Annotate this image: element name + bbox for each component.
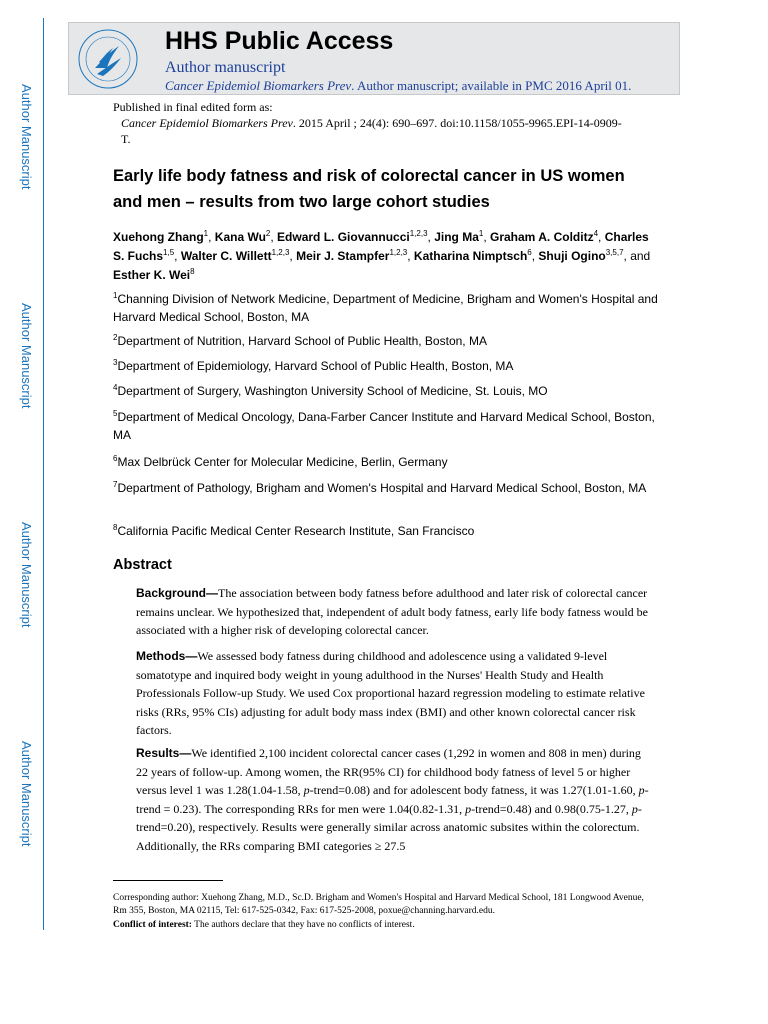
published-info (113, 99, 653, 147)
results-text: -trend=0.20), respectively. Results were generally similar across anatomic subsites within the colorectum. Additionally, the RRs comparing BMI categories ≥ 27.5 (136, 801, 642, 853)
side-label-author-manuscript: Author Manuscript (19, 741, 34, 847)
abstract-heading: Abstract (113, 557, 172, 573)
affiliation (113, 382, 658, 400)
results-text: -trend=0.48) and 0.98(0.75-1.27, (471, 801, 632, 816)
author-sup: 1 (203, 229, 209, 238)
author-sup: 1 (478, 229, 484, 238)
author-name: Katharina Nimptsch (413, 249, 528, 263)
author-sup: 1,5 (163, 248, 175, 257)
author-name: Xuehong Zhang (113, 230, 204, 244)
published-journal: Cancer Epidemiol Biomarkers Prev (121, 116, 293, 130)
affiliation-text: Department of Nutrition, Harvard School of Public Health, Boston, MA (117, 334, 487, 348)
affiliation-text: California Pacific Medical Center Research Institute, San Francisco (117, 524, 475, 538)
abstract-results (136, 744, 651, 855)
results-text: -trend=0.08) and for adolescent body fatness, it was 1.27(1.01-1.60, (309, 783, 639, 797)
affiliation-text: Channing Division of Network Medicine, Department of Medicine, Brigham and Women's Hospital and Harvard Medical School, Boston, MA (113, 292, 658, 324)
published-label: Published in final edited form as: (113, 100, 273, 114)
affiliation (113, 357, 658, 375)
side-label-author-manuscript: Author Manuscript (19, 522, 34, 628)
affiliation (113, 332, 658, 350)
results-text: We identified 2,100 incident colorectal cancer cases (1,292 in women and 808 in men) during 22 years of follow-up. Among women, the RR(95% CI) for childhood body fatness of level 5 or higher versus level 1 was 1.28(1.04-1.58, (136, 746, 641, 797)
affiliation-sup: 5 (113, 409, 118, 418)
author-sup: 2 (265, 229, 271, 238)
p-symbol: p (303, 783, 310, 797)
p-symbol: p (465, 801, 472, 816)
abstract-background (136, 584, 651, 640)
conflict-label: Conflict of interest: (113, 920, 192, 930)
affiliation-sup: 8 (113, 523, 118, 532)
header-title: HHS Public Access (165, 27, 394, 55)
citation-text[interactable]: . 2015 April ; 24(4): 690–697. doi:10.1158/1055-9965.EPI-14-0909- (292, 116, 622, 130)
corresponding-author-note: Corresponding author: Xuehong Zhang, M.D., Sc.D. Brigham and Women's Hospital and Harvard Medical School, 181 Longwood Avenue, Rm 355, Boston, MA 02115, Tel: 617-525-0342, Fax: 617-525-2008, poxue@channing.harvard.edu. (113, 893, 644, 916)
affiliation-sup: 6 (113, 454, 118, 463)
footnote-rule (113, 880, 223, 881)
author-name: Shuji Ogino (538, 249, 606, 263)
conflict-of-interest-note (113, 919, 658, 932)
p-symbol: p (631, 801, 638, 816)
header-availability-text: . Author manuscript; available in PMC 2016 April 01. (351, 78, 632, 93)
author-name: Kana Wu (214, 230, 266, 244)
author-sup: 1,2,3 (409, 229, 428, 238)
paper-title: Early life body fatness and risk of colorectal cancer in US women and men – results from two large cohort studies (113, 167, 625, 211)
header-availability (165, 78, 631, 94)
author-sup: 8 (190, 267, 195, 276)
results-text: -trend = 0.23). The corresponding RRs for men were 1.04(0.82-1.31, (136, 783, 649, 816)
side-rule (43, 18, 44, 930)
author-sup: 3,5,7 (605, 248, 624, 257)
author-name: Graham A. Colditz (490, 230, 594, 244)
published-citation-cont: T. (121, 132, 131, 146)
affiliation (113, 290, 658, 326)
affiliation-sup: 1 (113, 291, 118, 300)
affiliation-sup: 3 (113, 358, 118, 367)
conflict-text: The authors declare that they have no conflicts of interest. (191, 920, 415, 930)
author-sup: 1,2,3 (389, 248, 408, 257)
affiliation-sup: 7 (113, 480, 118, 489)
author-name: Esther K. Wei (113, 268, 191, 282)
methods-label: Methods— (136, 649, 198, 663)
authors-and: and (630, 249, 651, 263)
side-label-author-manuscript: Author Manuscript (19, 303, 34, 409)
methods-text: We assessed body fatness during childhood and adolescence using a validated 9-level somatotype and inquired body weight in young adulthood in the Nurses' Health Study and Health Professionals Follow-up Study. We used Cox proportional hazard regression modeling to estimate relative risks (RRs, 95% CIs) adjusting for adult body mass index (BMI) and other known colorectal cancer risk factors. (136, 649, 645, 737)
header-subtitle: Author manuscript (165, 59, 286, 76)
side-label-author-manuscript: Author Manuscript (19, 84, 34, 190)
affiliation-sup: 2 (113, 333, 118, 342)
results-label: Results— (136, 746, 192, 760)
author-list: Xuehong Zhang$^1$, Kana Wu$^2$, Edward L. Giovannucci$^{1,2,3}$, Jing Ma$^1$, Graham A. Colditz$^4$, Charles S. Fuchs$^{1,5}$, Walter C. Willett$^{1,2,3}$, Meir J. Stampfer$^{1,2,3}$, Katharina Nimptsch$^6$, Shuji Ogino$^{3,5,7}$, and Esther K. Wei$^8$ (113, 229, 651, 282)
background-label: Background— (136, 586, 219, 600)
abstract-methods (136, 647, 651, 740)
author-sup: 6 (527, 248, 532, 257)
author-sup: 1,2,3 (271, 248, 290, 257)
affiliation (113, 522, 658, 540)
author-name: Charles S. Fuchs (113, 230, 649, 263)
p-symbol: p (638, 783, 645, 797)
hhs-header (68, 22, 680, 95)
published-citation (113, 115, 653, 131)
author-name: Edward L. Giovannucci (277, 230, 410, 244)
affiliation-text: Department of Epidemiology, Harvard School of Public Health, Boston, MA (117, 359, 514, 373)
affiliation-sup: 4 (113, 383, 118, 392)
affiliation-text: Department of Medical Oncology, Dana-Farber Cancer Institute and Harvard Medical School, Boston, MA (113, 410, 655, 442)
affiliation (113, 479, 658, 497)
header-journal[interactable]: Cancer Epidemiol Biomarkers Prev (165, 78, 352, 93)
author-sup: 4 (593, 229, 599, 238)
affiliation (113, 453, 658, 471)
affiliation-text: Department of Surgery, Washington University School of Medicine, St. Louis, MO (117, 384, 548, 398)
affiliation-text: Max Delbrück Center for Molecular Medicine, Berlin, Germany (117, 455, 448, 469)
author-name: Walter C. Willett (180, 249, 272, 263)
author-name: Meir J. Stampfer (296, 249, 390, 263)
hhs-seal-icon (77, 28, 139, 90)
affiliation (113, 408, 658, 444)
affiliation-text: Department of Pathology, Brigham and Women's Hospital and Harvard Medical School, Boston, MA (117, 481, 647, 495)
author-name: Jing Ma (434, 230, 479, 244)
background-text: The association between body fatness before adulthood and later risk of colorectal cancer remains unclear. We hypothesized that, independent of adult body fatness, early life body fatness would be associated with a higher risk of developing colorectal cancer. (136, 586, 648, 637)
